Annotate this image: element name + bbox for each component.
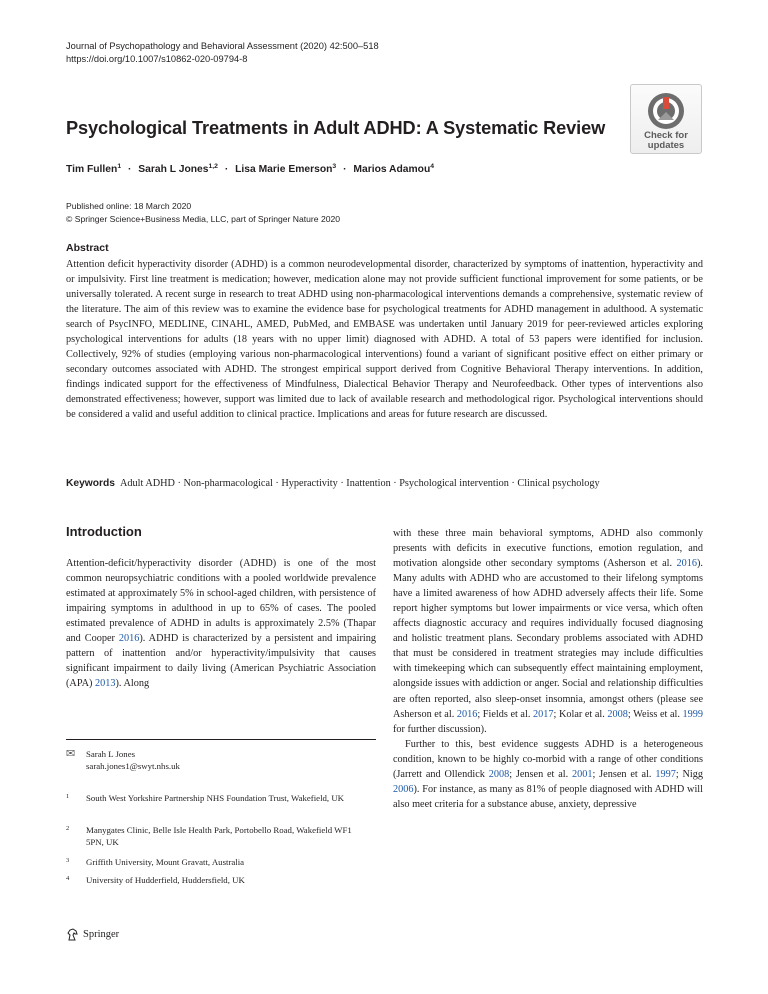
text-run: ). ADHD is characterized by a persistent and impairing pattern of inattention and/or hyperactivity/impulsivity that causes significant impairment to daily living (American Psychiatric Association (APA) <box>66 633 376 690</box>
correspondence-email[interactable]: sarah.jones1@swyt.nhs.uk <box>86 761 180 771</box>
text-run: with these three main behavioral symptoms, ADHD also commonly presents with deficits in executive functions, emotion regulation, and motivation alongside other secondary symptoms (Asherson et al. <box>393 528 703 570</box>
publisher-logo <box>66 928 119 941</box>
affiliation-number: 1 <box>66 793 70 800</box>
text-run: ; Weiss et al. <box>627 708 683 720</box>
citation-link[interactable]: 2016 <box>118 633 140 645</box>
affiliation-text: Griffith University, Mount Gravatt, Australia <box>86 857 245 867</box>
citation-link[interactable]: 2006 <box>393 783 414 795</box>
author-affiliation-ref: 1,2 <box>208 163 218 170</box>
affiliation <box>66 792 366 804</box>
affiliation-number: 4 <box>66 875 70 882</box>
text-run: ; Jensen et al. <box>592 768 656 780</box>
check-for-updates-button[interactable] <box>630 84 702 154</box>
author-list <box>66 163 434 175</box>
intro-paragraph <box>393 737 703 812</box>
author-affiliation-ref: 4 <box>430 163 435 170</box>
publisher-name: Springer <box>83 929 120 940</box>
journal-citation: Journal of Psychopathology and Behavioral Assessment (2020) 42:500–518 <box>66 41 379 51</box>
author-name[interactable]: Marios Adamou <box>353 164 431 175</box>
affiliation <box>66 856 366 868</box>
citation-link[interactable]: 2013 <box>94 678 116 690</box>
springer-horse-icon <box>66 928 79 941</box>
text-run: Further to this, best evidence suggests ADHD is a heterogeneous condition, known to be highly co-morbid with a range of other conditions (Jarrett and Ollendick <box>393 738 703 780</box>
abstract-text: Attention deficit hyperactivity disorder (ADHD) is a common neurodevelopmental disorder, characterized by symptoms of inattention, hyperactivity and or impulsivity. First line treatment is medication; however, medication alone may not provide sufficient functional improvement for some patients, or be universally tolerated. A recent surge in research to treat ADHD using non-pharmacological interventions demands a comprehensive, systematic review of the literature. The aim of this review was to examine the evidence base for psychological treatments for ADHD management in adulthood. A systematic search of PsycINFO, MEDLINE, CINAHL, AMED, PubMed, and EMBASE was undertaken until January 2019 for peer-reviewed articles exploring psychological interventions for adults (18 years with no upper limit) diagnosed with ADHD. A total of 53 papers were identified for inclusion. Collectively, 92% of studies (employing various non-pharmacological interventions) found a variant of significant positive effect on either primary or secondary outcomes associated with ADHD. The strongest empirical support derived from Cognitive Behavioral Therapy interventions. In addition, findings indicated support for the effectiveness of Mindfulness, Dialectical Behavior Therapy and Neurofeedback. Other types of interventions also demonstrated effectiveness; however, support was limited due to lack of available research and methodological rigor. Psychological interventions should be considered a valid and useful addition to clinical practice. Implications and areas for future research are discussed. <box>66 259 703 421</box>
intro-paragraph <box>66 556 376 691</box>
keywords <box>66 478 706 489</box>
author-affiliation-ref: 3 <box>332 163 337 170</box>
affiliation <box>66 824 366 848</box>
author-separator: · <box>343 164 347 175</box>
affiliation-number: 2 <box>66 825 70 832</box>
crossmark-icon <box>646 91 686 131</box>
citation-link[interactable]: 2008 <box>607 708 628 720</box>
correspondence-name: Sarah L Jones <box>86 749 136 759</box>
citation-link[interactable]: 1997 <box>655 768 676 780</box>
check-badge-line2: updates <box>647 140 685 151</box>
introduction-left-column <box>66 556 376 691</box>
copyright-notice: © Springer Science+Business Media, LLC, part of Springer Nature 2020 <box>66 214 341 224</box>
affiliation-text: University of Hudderfield, Huddersfield, UK <box>86 875 245 885</box>
check-badge-line1: Check for <box>644 130 688 141</box>
published-date: Published online: 18 March 2020 <box>66 201 192 211</box>
journal-doi[interactable]: https://doi.org/10.1007/s10862-020-09794-8 <box>66 54 248 64</box>
author-name[interactable]: Tim Fullen <box>66 164 118 175</box>
citation-link[interactable]: 2017 <box>533 708 554 720</box>
text-run: ; Kolar et al. <box>553 708 608 720</box>
introduction-right-column <box>393 526 703 812</box>
affiliation-text: Manygates Clinic, Belle Isle Health Park, Portobello Road, Wakefield WF1 5PN, UK <box>86 825 352 847</box>
journal-header <box>66 40 379 66</box>
citation-link[interactable]: 1999 <box>682 708 704 720</box>
keywords-label: Keywords <box>66 478 115 489</box>
author-name[interactable]: Lisa Marie Emerson <box>235 164 333 175</box>
citation-link[interactable]: 2008 <box>488 768 510 780</box>
citation-link[interactable]: 2001 <box>572 768 593 780</box>
author-separator: · <box>127 164 132 175</box>
text-run: Attention-deficit/hyperactivity disorder (ADHD) is one of the most common neuropsychiatric conditions with a pooled worldwide prevalence estimated at approximately 5% in school-aged children, with persistence of impairing symptoms in adulthood in up to 65% of cases. The pooled estimated prevalence of ADHD in adults is approximately 2.5% (Thapar and Cooper <box>66 558 376 645</box>
article-title: Psychological Treatments in Adult ADHD: A Systematic Review <box>66 118 606 138</box>
text-run: ; Nigg <box>675 768 703 780</box>
affiliation <box>66 874 366 886</box>
abstract-heading: Abstract <box>66 242 109 254</box>
affiliation-number: 3 <box>66 857 70 864</box>
author-affiliation-ref: 1 <box>117 163 122 170</box>
footnote-divider <box>66 739 376 740</box>
affiliation-text: South West Yorkshire Partnership NHS Foundation Trust, Wakefield, UK <box>86 793 345 803</box>
text-run: for further discussion). <box>393 723 487 735</box>
text-run: ). Many adults with ADHD who are accustomed to their lifelong symptoms have a limited awareness of how ADHD adversely affects their life. Some report higher symptoms but lower impairments or vice versa, which often affects diagnostic accuracy and requires individually focused diagnosing and holistic treatment plans. Secondary problems associated with ADHD that must be considered in treatment strategies may include difficulties with timekeeping which can subsequently effect maintaining employment, alongside issues with addiction or anger. Social and relationship difficulties are often reported, also sleep-onset insomnia, amongst others (please see Asherson et al. <box>393 558 703 720</box>
citation-link[interactable]: 2016 <box>676 558 698 570</box>
correspondence <box>66 748 180 772</box>
intro-paragraph <box>393 526 703 737</box>
author-name[interactable]: Sarah L Jones <box>138 164 209 175</box>
publication-info <box>66 200 340 226</box>
text-run: ). For instance, as many as 81% of people diagnosed with ADHD will also meet criteria for a substance abuse, anxiety, depressive <box>393 783 703 810</box>
keywords-list: Adult ADHD · Non-pharmacological · Hyperactivity · Inattention · Psychological intervention · Clinical psychology <box>120 478 600 489</box>
text-run: ). Along <box>115 678 150 690</box>
citation-link[interactable]: 2016 <box>456 708 478 720</box>
envelope-icon: ✉ <box>66 747 76 760</box>
author-separator: · <box>224 164 229 175</box>
introduction-heading: Introduction <box>66 524 142 539</box>
text-run: ; Fields et al. <box>477 708 533 720</box>
text-run: ; Jensen et al. <box>509 768 573 780</box>
